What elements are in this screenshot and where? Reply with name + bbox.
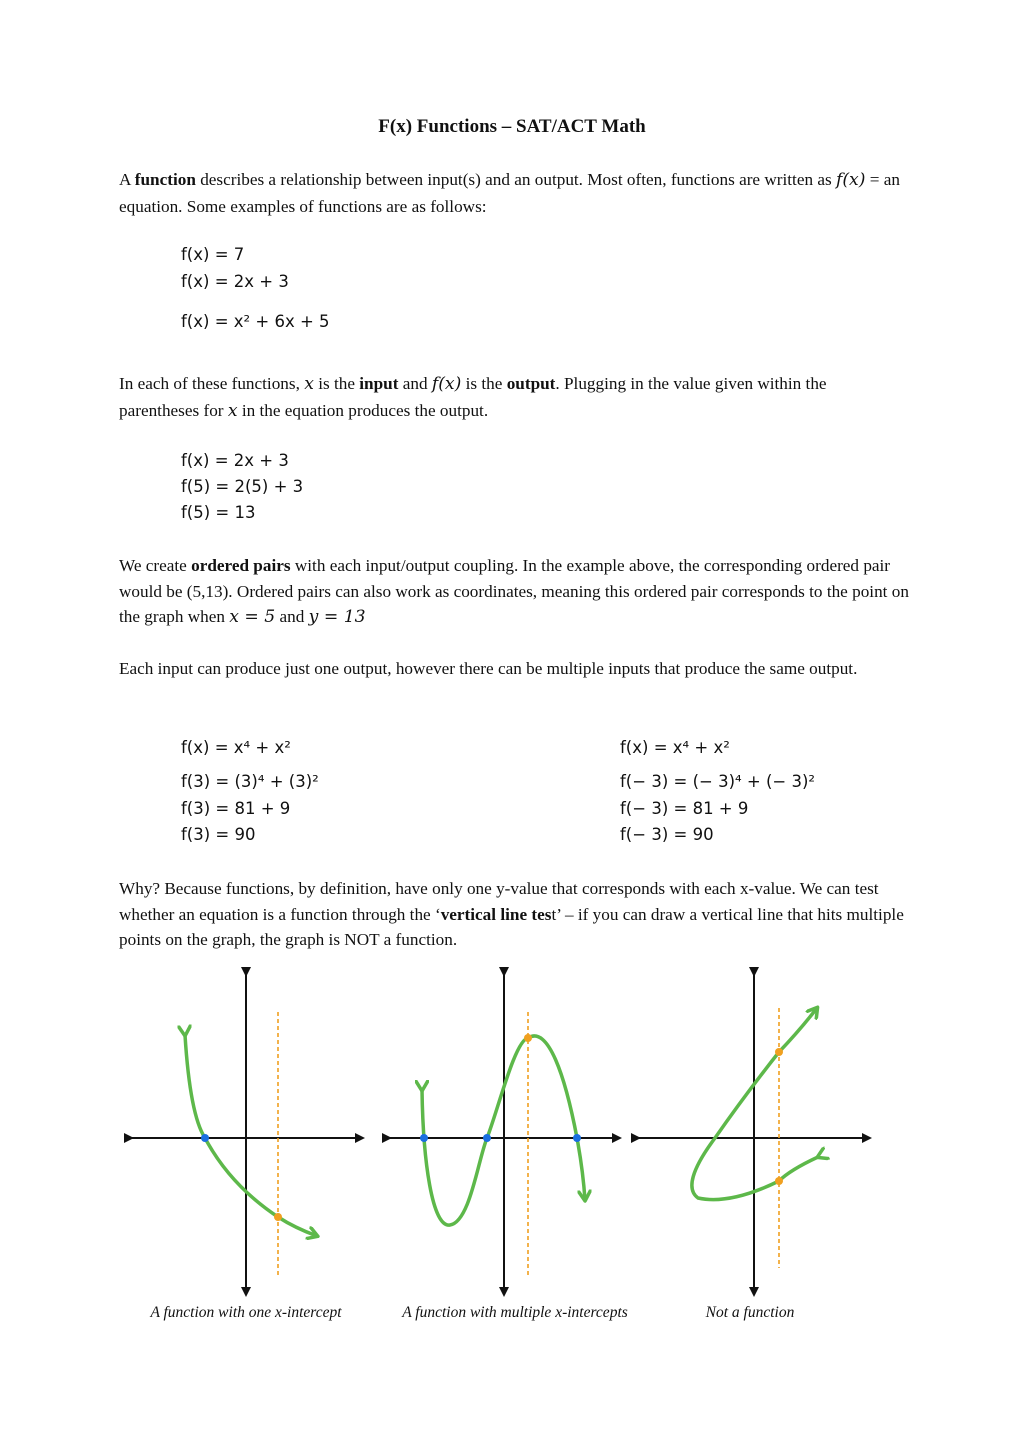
x-intercept-point [573,1134,581,1142]
right-equation: f(− 3) = (− 3)⁴ + (− 3)² [620,772,815,791]
example-equation: f(x) = 2x + 3 [181,272,289,291]
vertical-line-test-paragraph: Why? Because functions, by definition, have only one y-value that corresponds with each x-value. We can test whether an equation is a function through the ‘vertical line test’ – if you can draw a vertical line that hits multiple points on the graph, the graph is NOT a function. [119,879,904,949]
left-equation: f(3) = 90 [181,825,256,844]
evaluation-step: f(5) = 13 [181,503,256,522]
example-equation: f(x) = 7 [181,245,245,264]
intersection-point [274,1213,282,1221]
graph-caption: A function with one x-intercept [150,1304,342,1321]
graph-one-intercept [132,975,363,1295]
right-equation: f(x) = x⁴ + x² [620,738,730,757]
left-equation: f(x) = x⁴ + x² [181,738,291,757]
intro-paragraph: A function describes a relationship between input(s) and an output. Most often, functions are written as f(x) = an equation. Some examples of functions are as follows: [119,170,900,216]
right-equation: f(− 3) = 90 [620,825,714,844]
x-intercept-point [201,1134,209,1142]
intersection-point [775,1048,783,1056]
left-equation: f(3) = 81 + 9 [181,799,291,818]
page-title: F(x) Functions – SAT/ACT Math [378,116,646,137]
input-output-paragraph: In each of these functions, x is the input and f(x) is the output. Plugging in the value given within the parentheses for x in the equation produces the output. [119,374,827,421]
x-intercept-point [483,1134,491,1142]
evaluation-step: f(5) = 2(5) + 3 [181,477,304,496]
evaluation-step: f(x) = 2x + 3 [181,451,289,470]
x-intercept-point [420,1134,428,1142]
left-equation: f(3) = (3)⁴ + (3)² [181,772,319,791]
graph-caption: A function with multiple x-intercepts [402,1304,628,1321]
ordered-pairs-paragraph: We create ordered pairs with each input/output coupling. In the example above, the corresponding ordered pair would be (5,13). Ordered pairs can also work as coordinates, meaning this ordered pair corresponds to the point on the graph when x = 5 and y = 13 [119,556,909,627]
graph-caption: Not a function [705,1304,795,1321]
multiple-inputs-paragraph: Each input can produce just one output, however there can be multiple inputs that produce the same output. [119,659,858,678]
graph-multiple-intercepts [390,975,620,1295]
example-equation: f(x) = x² + 6x + 5 [181,312,330,331]
intersection-point [775,1177,783,1185]
right-equation: f(− 3) = 81 + 9 [620,799,749,818]
intersection-point [524,1034,532,1042]
graph-not-a-function [639,975,870,1295]
function-graphs [120,960,900,1300]
